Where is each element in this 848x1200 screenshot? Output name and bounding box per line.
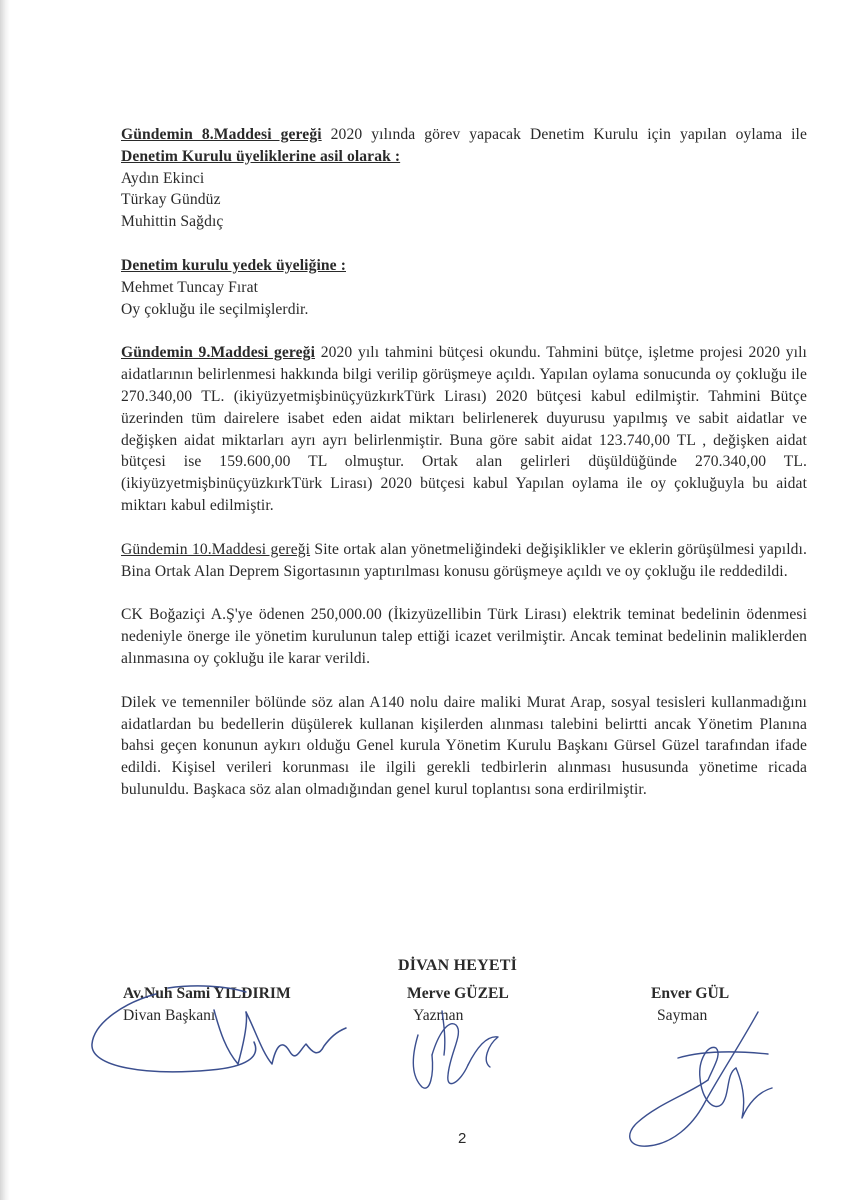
minutes-body bbox=[121, 124, 807, 801]
reserve-member: Mehmet Tuncay Fırat bbox=[121, 278, 259, 296]
reserve-result: Oy çokluğu ile seçilmişlerdir. bbox=[121, 300, 309, 318]
audit-member: Muhittin Sağdıç bbox=[121, 213, 224, 231]
agenda-item-10-lead: Gündemin 10.Maddesi gereği bbox=[121, 540, 311, 558]
agenda-item-8-lead: Gündemin 8.Maddesi gereği bbox=[121, 126, 322, 143]
secretary-signature-block bbox=[407, 983, 509, 1027]
agenda-item-10 bbox=[121, 539, 807, 583]
treasurer-handwritten-signature bbox=[618, 1008, 778, 1153]
secretary-role: Yazman bbox=[413, 1007, 464, 1024]
chair-role: Divan Başkanı bbox=[123, 1007, 216, 1024]
audit-board-members-heading: Denetim Kurulu üyeliklerine asil olarak : bbox=[121, 147, 401, 165]
wishes-paragraph: Dilek ve temenniler bölünde söz alan A140 nolu daire maliki Murat Arap, sosyal tesisleri kullanmadığını aidatlardan bu bedellerin düşülerek kullanan kişilerden alınması talebini belirtti ancak Yönetim Planına bahsi geçen konunun aykırı olduğu Genel kurula Yönetim Kurulu Başkanı Gürsel Güzel tarafından ifade edildi. Kişisel verileri korunması ile ilgili gerekli tedbirlerin alınması hususunda yönetime ricada bulunuldu. Başkaca söz alan olmadığından genel kurul toplantısı sona erdirilmiştir. bbox=[121, 693, 807, 798]
presiding-board-heading: DİVAN HEYETİ bbox=[398, 957, 518, 974]
treasurer-signature-block bbox=[651, 983, 729, 1027]
agenda-item-8-text: 2020 yılında görev yapacak Denetim Kurulu için yapılan oylama ile bbox=[321, 126, 807, 143]
page-number: 2 bbox=[458, 1130, 467, 1147]
treasurer-role: Sayman bbox=[657, 1007, 708, 1024]
audit-member: Türkay Gündüz bbox=[121, 191, 221, 209]
treasurer-name: Enver GÜL bbox=[651, 985, 730, 1002]
ck-bogazici-paragraph: CK Boğaziçi A.Ş'ye ödenen 250,000.00 (İkizyüzellibin Türk Lirası) elektrik teminat bedelinin ödenmesi nedeniyle önerge ile yönetim kurulunun talep ettiği icazet verilmiştir. Ancak teminat bedelinin maliklerden alınmasına oy çokluğu ile karar verildi. bbox=[121, 606, 807, 667]
secretary-name: Merve GÜZEL bbox=[407, 985, 509, 1002]
agenda-item-8 bbox=[121, 124, 807, 168]
page-edge-shadow bbox=[0, 0, 10, 1200]
audit-member: Aydın Ekinci bbox=[121, 169, 205, 187]
agenda-item-9-lead: Gündemin 9.Maddesi gereği bbox=[121, 344, 316, 362]
chair-name: Av.Nuh Sami YILDIRIM bbox=[123, 985, 291, 1002]
reserve-member-heading: Denetim kurulu yedek üyeliğine : bbox=[121, 256, 346, 274]
chair-signature-block bbox=[123, 983, 291, 1027]
agenda-item-9-text: 2020 yılı tahmini bütçesi okundu. Tahmini bütçe, işletme projesi 2020 yılı aidatlarının belirlenmesi hakkında bilgi verilip görüşmeye açıldı. Yapılan oylama sonucunda oy çokluğu ile 270.340,00 TL. (ikiyüzyetmişbinüçyüzkırkTürk Lirası) 2020 bütçesi kabul edilmiştir. Tahmini Bütçe üzerinden tüm dairelere isabet eden aidat miktarı belirlenerek duyurusu yapılmış ve sabit aidatlar ve değişken aidat miktarları ayrı ayrı belirlenmiştir. Buna göre sabit aidat 123.740,00 TL , değişken aidat bütçesi ise 159.600,00 TL olmuştur. Ortak alan gelirleri düşüldüğünde 270.340,00 TL. (ikiyüzyetmişbinüçyüzkırkTürk Lirası) 2020 bütçesi kabul Yapılan oylama ile oy çokluğuyla bu aidat miktarı kabul edilmiştir. bbox=[121, 344, 807, 514]
agenda-item-10-text: Site ortak alan yönetmeliğindeki değişiklikler ve eklerin görüşülmesi yapıldı. Bina Ortak Alan Deprem Sigortasının yaptırılması konusu görüşmeye açıldı ve oy çokluğu ile reddedildi. bbox=[121, 540, 807, 580]
agenda-item-9 bbox=[121, 342, 807, 516]
